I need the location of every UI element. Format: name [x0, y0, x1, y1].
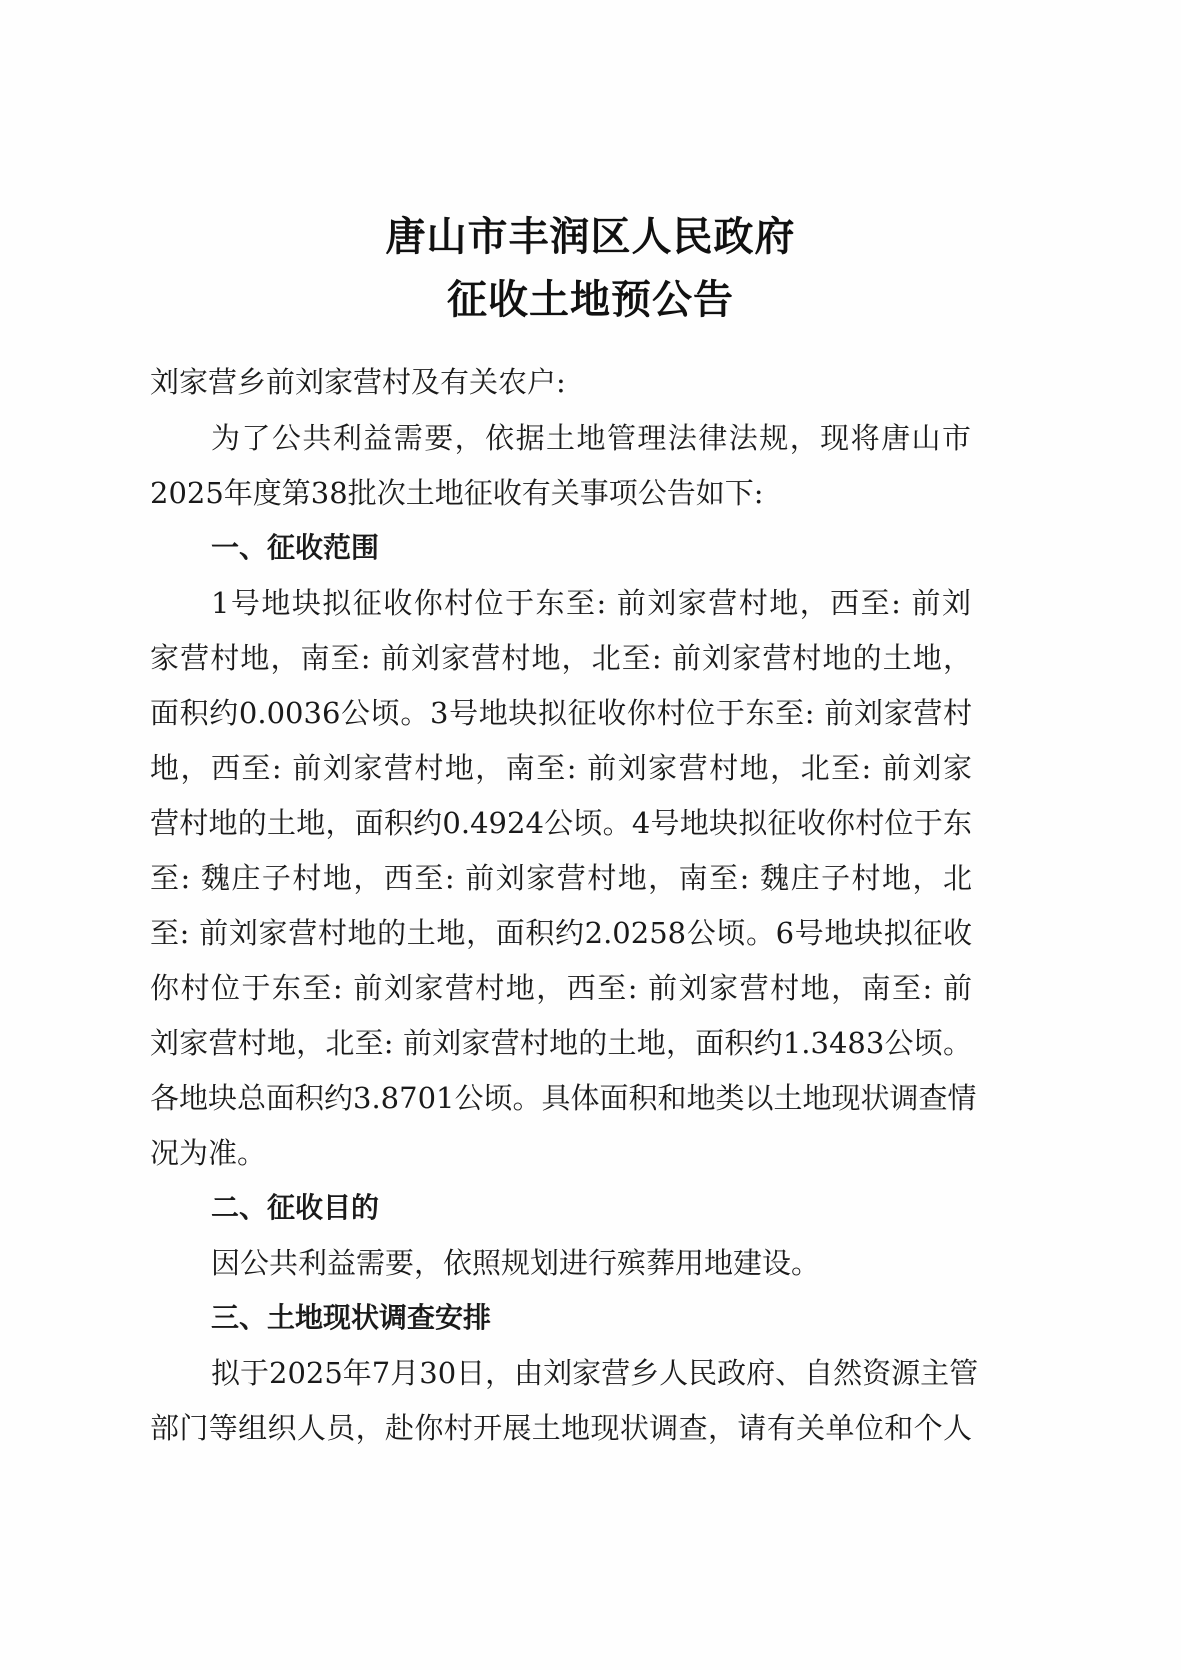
addressee-line: 刘家营乡前刘家营村及有关农户:: [150, 365, 566, 399]
document-title-line-2: 征收土地预公告: [447, 276, 734, 323]
document-title-line-1: 唐山市丰润区人民政府: [385, 213, 796, 260]
body-line: 你村位于东至: 前刘家营村地，西至: 前刘家营村地，南至: 前: [150, 971, 972, 1005]
body-line: 况为准。: [150, 1136, 267, 1170]
body-line: 面积约0.0036公顷。3号地块拟征收你村位于东至: 前刘家营村: [150, 696, 972, 730]
body-line: 地，西至: 前刘家营村地，南至: 前刘家营村地，北至: 前刘家: [150, 751, 972, 785]
body-line: 1号地块拟征收你村位于东至: 前刘家营村地，西至: 前刘: [211, 586, 971, 620]
section-heading-scope: 一、征收范围: [211, 531, 380, 564]
body-line: 营村地的土地，面积约0.4924公顷。4号地块拟征收你村位于东: [150, 806, 972, 840]
body-line: 至: 前刘家营村地的土地，面积约2.0258公顷。6号地块拟征收: [150, 916, 972, 950]
body-line: 各地块总面积约3.8701公顷。具体面积和地类以土地现状调查情: [150, 1081, 977, 1115]
section-heading-survey: 三、土地现状调查安排: [211, 1301, 492, 1334]
section-heading-purpose: 二、征收目的: [211, 1191, 380, 1224]
body-line: 因公共利益需要，依照规划进行殡葬用地建设。: [211, 1246, 821, 1280]
body-line: 部门等组织人员，赴你村开展土地现状调查，请有关单位和个人: [150, 1411, 972, 1445]
body-line: 2025年度第38批次土地征收有关事项公告如下:: [150, 476, 764, 510]
body-line: 拟于2025年7月30日，由刘家营乡人民政府、自然资源主管: [211, 1356, 979, 1390]
body-line: 为了公共利益需要，依据土地管理法律法规，现将唐山市: [211, 421, 971, 455]
body-line: 刘家营村地，北至: 前刘家营村地的土地，面积约1.3483公顷。: [150, 1026, 972, 1060]
body-line: 家营村地，南至: 前刘家营村地，北至: 前刘家营村地的土地，: [150, 641, 972, 675]
body-line: 至: 魏庄子村地，西至: 前刘家营村地，南至: 魏庄子村地，北: [150, 861, 972, 895]
